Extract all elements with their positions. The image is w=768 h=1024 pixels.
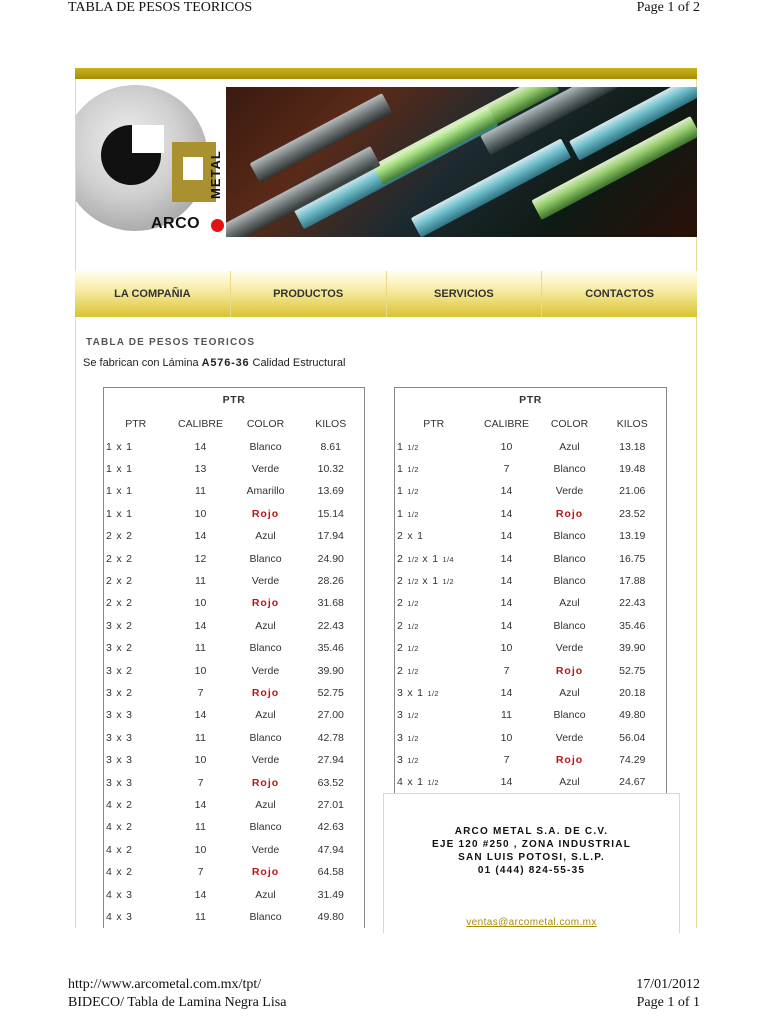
cell-kilos: 74.29: [619, 754, 646, 767]
cell-ptr: 4 x 2: [106, 798, 133, 811]
footer-url: http://www.arcometal.com.mx/tpt/: [68, 977, 262, 992]
table-row: [395, 480, 667, 502]
column-header-ptr: PTR: [423, 417, 445, 430]
column-header-color: COLOR: [246, 417, 285, 430]
cell-ptr: 1 1/2: [397, 440, 419, 453]
cell-calibre: 14: [194, 530, 207, 543]
cell-calibre: 11: [501, 709, 512, 722]
cell-calibre: 10: [500, 642, 513, 655]
cell-color: Rojo: [555, 664, 584, 677]
cell-calibre: 13: [194, 463, 207, 476]
cell-ptr: 3 x 2: [106, 619, 133, 632]
cell-calibre: 11: [195, 731, 206, 744]
cell-kilos: 21.06: [619, 485, 646, 498]
table-row: [104, 816, 365, 838]
cell-ptr: 3 x 2: [106, 686, 133, 699]
table-row: [104, 503, 365, 525]
table-row: [395, 637, 667, 659]
table-row: [104, 839, 365, 861]
cell-ptr: 1 x 1: [106, 485, 133, 498]
contact-company: ARCO METAL S.A. DE C.V.: [454, 826, 609, 837]
cell-color: Verde: [251, 843, 280, 856]
cell-kilos: 35.46: [317, 642, 344, 655]
cell-color: Rojo: [555, 507, 584, 520]
cell-ptr: 2 1/2 x 1 1/4: [397, 552, 454, 565]
cell-ptr: 1 x 1: [106, 440, 133, 453]
cell-calibre: 7: [197, 776, 204, 789]
column-header-ptr: PTR: [125, 417, 147, 430]
table-row: [395, 525, 667, 547]
cell-ptr: 3 1/2: [397, 709, 419, 722]
ptr-table-right: [394, 387, 667, 794]
cell-kilos: 17.88: [619, 575, 646, 588]
table-row: [395, 704, 667, 726]
pdf-header-page: Page 1 of 2: [636, 0, 700, 15]
cell-color: Rojo: [251, 686, 280, 699]
nav-item-contactos[interactable]: CONTACTOS: [585, 288, 654, 300]
arco-metal-logo[interactable]: [76, 79, 226, 237]
cell-kilos: 20.18: [619, 686, 646, 699]
cell-ptr: 2 x 1: [397, 530, 424, 543]
cell-ptr: 3 x 1 1/2: [397, 686, 439, 699]
cell-kilos: 13.69: [317, 485, 344, 498]
table-row: [104, 525, 365, 547]
ptr-table-left: [103, 387, 365, 928]
cell-ptr: 2 x 2: [106, 575, 133, 588]
logo-word-metal: METAL: [208, 150, 223, 199]
hero-steel-profiles-image: [226, 87, 697, 237]
cell-color: Blanco: [249, 642, 282, 655]
cell-kilos: 27.94: [317, 754, 344, 767]
cell-calibre: 10: [500, 731, 513, 744]
table-row: [395, 503, 667, 525]
cell-kilos: 47.94: [317, 843, 344, 856]
table-row: [104, 458, 365, 480]
cell-calibre: 11: [195, 575, 206, 588]
cell-color: Blanco: [249, 552, 282, 565]
cell-calibre: 7: [197, 686, 204, 699]
cell-calibre: 10: [194, 597, 207, 610]
cell-calibre: 10: [194, 507, 207, 520]
table-row: [104, 861, 365, 883]
cell-kilos: 22.43: [619, 597, 646, 610]
cell-kilos: 24.67: [619, 776, 646, 789]
cell-ptr: 2 1/2: [397, 664, 419, 677]
table-title: PTR: [519, 393, 542, 406]
cell-kilos: 39.90: [619, 642, 646, 655]
footer-doc-title: BIDECO/ Tabla de Lamina Negra Lisa: [68, 995, 287, 1010]
pdf-header: [68, 0, 700, 20]
cell-ptr: 4 x 2: [106, 866, 133, 879]
cell-color: Rojo: [251, 776, 280, 789]
cell-color: Azul: [255, 619, 276, 632]
cell-color: Verde: [555, 731, 584, 744]
cell-kilos: 15.14: [317, 507, 344, 520]
table-row: [104, 570, 365, 592]
cell-color: Verde: [251, 575, 280, 588]
cell-color: Blanco: [249, 731, 282, 744]
cell-kilos: 10.32: [317, 463, 344, 476]
nav-item-la-compania[interactable]: LA COMPAÑIA: [75, 271, 231, 317]
cell-color: Rojo: [555, 754, 584, 767]
cell-ptr: 4 x 1 1/2: [397, 776, 439, 789]
cell-kilos: 63.52: [317, 776, 344, 789]
cell-color: Azul: [255, 888, 276, 901]
table-row: [104, 906, 365, 928]
cell-calibre: 14: [500, 575, 513, 588]
cell-calibre: 11: [195, 485, 206, 498]
section-title: TABLA DE PESOS TEORICOS: [86, 337, 256, 348]
subtitle-suffix: Calidad Estructural: [252, 357, 346, 369]
subtitle-prefix: Se fabrican con Lámina: [83, 357, 199, 369]
table-row: [104, 436, 365, 458]
column-header-kilos: KILOS: [616, 417, 648, 430]
cell-kilos: 22.43: [317, 619, 344, 632]
cell-kilos: 13.18: [619, 440, 646, 453]
cell-kilos: 31.68: [317, 597, 344, 610]
nav-item-servicios[interactable]: SERVICIOS: [387, 271, 543, 317]
table-row: [395, 436, 667, 458]
table-row: [395, 547, 667, 569]
cell-color: Amarillo: [246, 485, 285, 498]
cell-kilos: 39.90: [317, 664, 344, 677]
contact-address-line2: SAN LUIS POTOSI, S.L.P.: [458, 852, 605, 863]
column-header-calibre: CALIBRE: [178, 417, 223, 430]
cell-calibre: 14: [500, 619, 513, 632]
cell-color: Azul: [559, 776, 580, 789]
cell-color: Blanco: [553, 463, 586, 476]
cell-ptr: 2 x 2: [106, 597, 133, 610]
cell-color: Blanco: [249, 440, 282, 453]
table-row: [104, 727, 365, 749]
cell-kilos: 27.01: [317, 798, 344, 811]
cell-calibre: 14: [500, 776, 513, 789]
cell-ptr: 1 1/2: [397, 463, 419, 476]
table-row: [395, 615, 667, 637]
table-row: [395, 458, 667, 480]
cell-calibre: 7: [197, 866, 204, 879]
cell-calibre: 7: [503, 463, 510, 476]
cell-kilos: 49.80: [317, 910, 344, 923]
cell-kilos: 42.78: [317, 731, 344, 744]
contact-box: [383, 793, 680, 933]
cell-calibre: 14: [194, 440, 207, 453]
cell-kilos: 52.75: [619, 664, 646, 677]
cell-calibre: 10: [194, 664, 207, 677]
cell-color: Azul: [255, 530, 276, 543]
cell-kilos: 64.58: [317, 866, 344, 879]
top-gold-bar: [75, 68, 697, 79]
cell-ptr: 4 x 2: [106, 821, 133, 834]
cell-calibre: 14: [500, 485, 513, 498]
cell-calibre: 11: [195, 642, 206, 655]
cell-color: Verde: [251, 664, 280, 677]
cell-kilos: 24.90: [317, 552, 344, 565]
column-header-kilos: KILOS: [315, 417, 347, 430]
cell-kilos: 28.26: [317, 575, 344, 588]
table-row: [104, 637, 365, 659]
cell-color: Blanco: [553, 530, 586, 543]
cell-color: Blanco: [553, 619, 586, 632]
cell-calibre: 11: [195, 910, 206, 923]
main-nav: [75, 271, 697, 317]
cell-calibre: 7: [503, 754, 510, 767]
cell-color: Rojo: [251, 866, 280, 879]
cell-color: Verde: [251, 754, 280, 767]
table-row: [104, 682, 365, 704]
cell-kilos: 27.00: [317, 709, 344, 722]
cell-calibre: 14: [194, 619, 207, 632]
cell-kilos: 13.19: [619, 530, 646, 543]
cell-kilos: 8.61: [320, 440, 341, 453]
cell-color: Blanco: [553, 709, 586, 722]
cell-kilos: 31.49: [317, 888, 344, 901]
cell-ptr: 3 x 3: [106, 776, 133, 789]
cell-ptr: 4 x 2: [106, 843, 133, 856]
table-row: [395, 682, 667, 704]
table-row: [104, 480, 365, 502]
table-row: [395, 570, 667, 592]
cell-calibre: 11: [195, 821, 206, 834]
table-row: [104, 704, 365, 726]
table-row: [395, 592, 667, 614]
cell-color: Verde: [555, 642, 584, 655]
table-row: [104, 883, 365, 905]
cell-ptr: 3 x 3: [106, 731, 133, 744]
footer-date: 17/01/2012: [636, 977, 700, 992]
cell-ptr: 2 1/2: [397, 619, 419, 632]
footer-page: Page 1 of 1: [636, 995, 700, 1010]
cell-color: Azul: [255, 798, 276, 811]
cell-ptr: 1 1/2: [397, 485, 419, 498]
cell-calibre: 14: [500, 507, 513, 520]
cell-calibre: 10: [194, 754, 207, 767]
cell-ptr: 2 x 2: [106, 530, 133, 543]
table-row: [104, 592, 365, 614]
cell-ptr: 3 x 2: [106, 642, 133, 655]
column-header-calibre: CALIBRE: [484, 417, 529, 430]
table-row: [104, 771, 365, 793]
subtitle-code: A576-36: [201, 357, 250, 369]
cell-kilos: 42.63: [317, 821, 344, 834]
table-title: PTR: [222, 393, 246, 406]
cell-ptr: 1 x 1: [106, 507, 133, 520]
cell-color: Blanco: [553, 575, 586, 588]
cell-color: Blanco: [553, 552, 586, 565]
cell-ptr: 1 1/2: [397, 507, 419, 520]
cell-ptr: 2 1/2 x 1 1/2: [397, 575, 454, 588]
pdf-header-title: TABLA DE PESOS TEORICOS: [68, 0, 253, 15]
cell-kilos: 35.46: [619, 619, 646, 632]
contact-email-link[interactable]: ventas@arcometal.com.mx: [466, 917, 597, 928]
logo-word-arco: ARCO: [151, 215, 201, 232]
cell-ptr: 3 1/2: [397, 731, 419, 744]
table-row: [395, 771, 667, 793]
cell-color: Blanco: [249, 910, 282, 923]
cell-calibre: 14: [500, 686, 513, 699]
table-row: [104, 659, 365, 681]
contact-address-line1: EJE 120 #250 , ZONA INDUSTRIAL: [431, 839, 631, 850]
cell-ptr: 3 1/2: [397, 754, 419, 767]
cell-color: Blanco: [249, 821, 282, 834]
cell-ptr: 2 1/2: [397, 597, 419, 610]
table-row: [104, 794, 365, 816]
cell-ptr: 4 x 3: [106, 888, 133, 901]
cell-calibre: 10: [500, 440, 513, 453]
cell-kilos: 17.94: [317, 530, 344, 543]
cell-color: Verde: [251, 463, 280, 476]
table-row: [395, 727, 667, 749]
cell-calibre: 14: [194, 798, 207, 811]
contact-phone: 01 (444) 824-55-35: [477, 865, 586, 876]
cell-calibre: 14: [194, 709, 207, 722]
cell-calibre: 14: [500, 552, 513, 565]
table-row: [104, 615, 365, 637]
column-header-color: COLOR: [550, 417, 589, 430]
cell-ptr: 4 x 3: [106, 910, 133, 923]
logo-red-dot: [211, 219, 224, 232]
cell-calibre: 14: [500, 530, 513, 543]
table-row: [395, 659, 667, 681]
cell-color: Azul: [255, 709, 276, 722]
cell-ptr: 3 x 3: [106, 754, 133, 767]
cell-color: Azul: [559, 686, 580, 699]
table-row: [104, 547, 365, 569]
cell-color: Azul: [559, 597, 580, 610]
cell-color: Azul: [559, 440, 580, 453]
cell-ptr: 3 x 3: [106, 709, 133, 722]
cell-color: Rojo: [251, 597, 280, 610]
subtitle: [83, 357, 345, 369]
cell-calibre: 10: [194, 843, 207, 856]
cell-kilos: 19.48: [619, 463, 646, 476]
cell-calibre: 14: [194, 888, 207, 901]
cell-ptr: 1 x 1: [106, 463, 133, 476]
cell-kilos: 56.04: [619, 731, 646, 744]
cell-kilos: 16.75: [619, 552, 646, 565]
cell-kilos: 52.75: [317, 686, 344, 699]
cell-color: Rojo: [251, 507, 280, 520]
cell-ptr: 2 1/2: [397, 642, 419, 655]
cell-calibre: 7: [503, 664, 510, 677]
cell-kilos: 49.80: [619, 709, 646, 722]
cell-ptr: 3 x 2: [106, 664, 133, 677]
cell-calibre: 12: [194, 552, 207, 565]
table-row: [104, 749, 365, 771]
cell-calibre: 14: [500, 597, 513, 610]
cell-ptr: 2 x 2: [106, 552, 133, 565]
table-row: [395, 749, 667, 771]
cell-color: Verde: [555, 485, 584, 498]
nav-item-productos[interactable]: PRODUCTOS: [231, 271, 387, 317]
cell-kilos: 23.52: [619, 507, 646, 520]
